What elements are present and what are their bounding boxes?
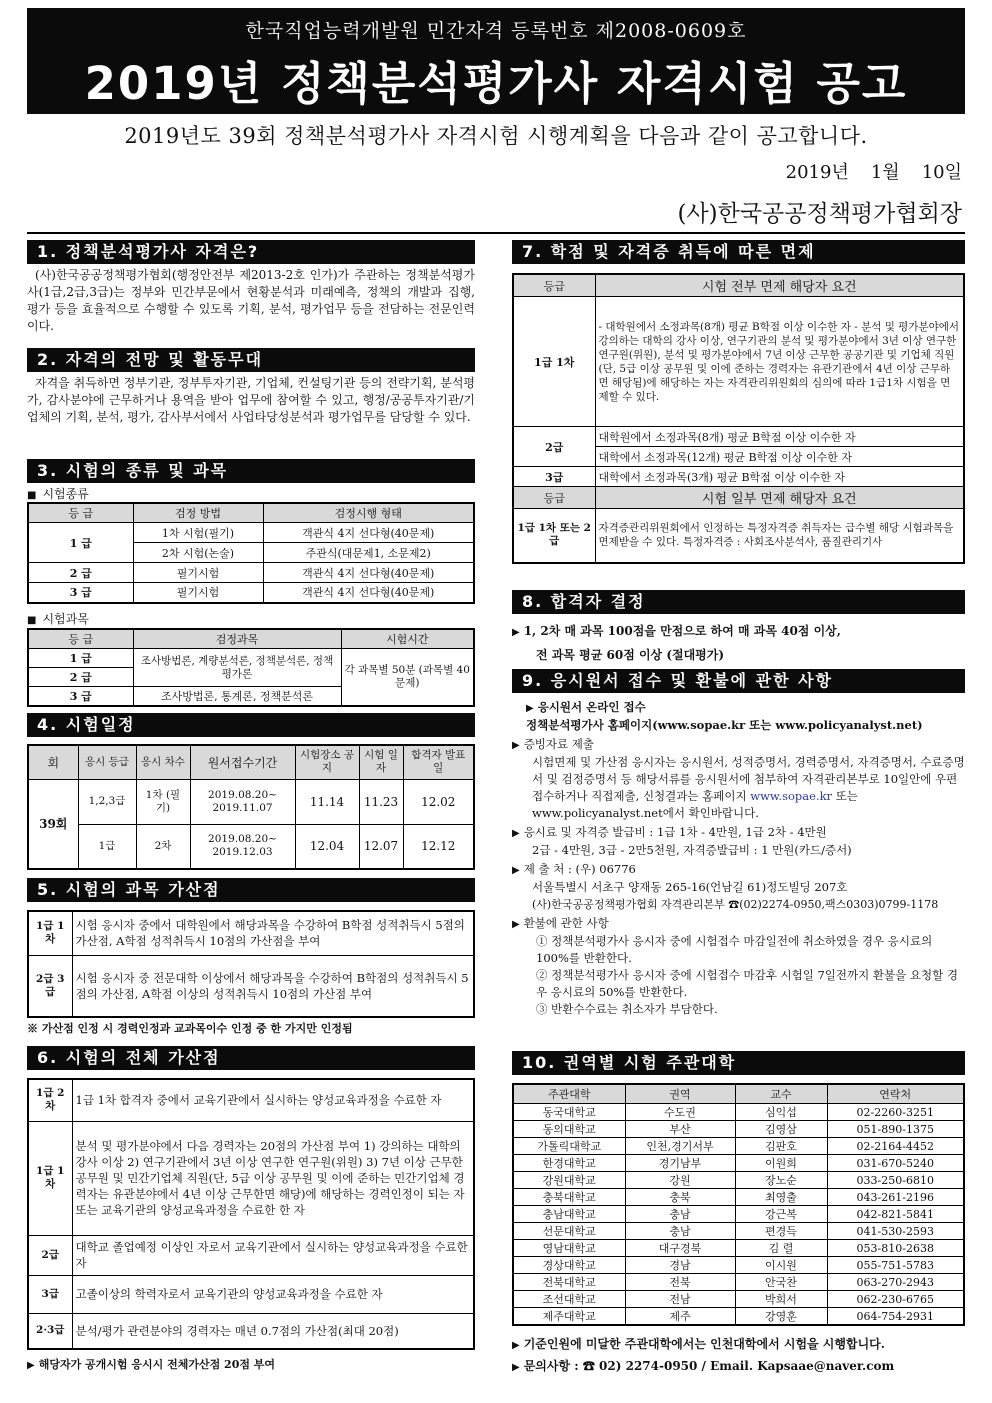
grade-cell: 1급 2차 bbox=[28, 1079, 72, 1121]
round-cell: 39회 bbox=[28, 779, 78, 869]
professor-cell: 이원희 bbox=[735, 1155, 827, 1172]
grade-cell: 3 급 bbox=[28, 583, 133, 603]
th-part-exempt: 시험 일부 면제 해당자 요건 bbox=[595, 487, 964, 509]
online-heading: 응시원서 온라인 접수 bbox=[537, 700, 646, 714]
university-cell: 선문대학교 bbox=[513, 1223, 625, 1240]
th-round: 회 bbox=[28, 745, 78, 779]
table-row bbox=[513, 1155, 964, 1172]
fee-heading: 응시료 및 자격증 발급비 : 1급 1차 - 4만원, 1급 2차 - 4만원 bbox=[523, 825, 827, 839]
table-row bbox=[513, 1308, 964, 1326]
exam-subjects-table bbox=[27, 628, 475, 707]
table-row bbox=[513, 1240, 964, 1257]
exempt-text: 자격증관리위원회에서 인정하는 특정자격증 취득자는 급수별 해당 시험과목을 면제받을 수 있다. 특정자격증 : 사회조사분석사, 품질관리기사 bbox=[595, 509, 964, 563]
subjects-cell: 조사방법론, 계량분석론, 정책분석론, 정책평가론 bbox=[133, 649, 341, 687]
th-grade: 등 급 bbox=[28, 629, 133, 649]
table-row bbox=[513, 1121, 964, 1138]
refund-1: ① 정책분석평가사 응시자 중에 시험접수 마감일전에 취소하였을 경우 응시료의 100%를 반환한다. bbox=[536, 934, 933, 965]
th-method: 검정 방법 bbox=[133, 503, 263, 523]
exempt-text: 대학에서 소정과목(3개) 평균 B학점 이상 이수한 자 bbox=[595, 467, 964, 487]
schedule-table bbox=[27, 744, 475, 870]
date-month: 1월 bbox=[870, 162, 900, 183]
table-row bbox=[513, 1257, 964, 1274]
region-cell: 인천,경기서부 bbox=[625, 1138, 735, 1155]
form-cell: 객관식 4지 선다형(40문제) bbox=[263, 583, 474, 603]
table-row bbox=[513, 1138, 964, 1155]
subject-bonus-table bbox=[27, 910, 475, 1018]
section-1-text: (사)한국공공정책평가협회(행정안전부 제2013-2호 인가)가 주관하는 정책분석평가사(1급,2급,3급)는 정부와 민간부문에서 현황분석과 미래예측, 정책의 개발과 집행, 평가 등을 효율적으로 수행할 수 있도록 기획, 분석, 평가업무 등을 전담하는 전문인력이다. bbox=[27, 268, 475, 333]
th-form: 검정시행 형태 bbox=[263, 503, 474, 523]
grade-cell: 3급 bbox=[513, 467, 595, 487]
contact-cell: 043-261-2196 bbox=[827, 1189, 964, 1206]
section-10-title: 10. 권역별 시험 주관대학 bbox=[512, 1051, 965, 1075]
contact-cell: 051-890-1375 bbox=[827, 1121, 964, 1138]
professor-cell: 강근복 bbox=[735, 1206, 827, 1223]
refund-2: ② 정책분석평가사 응시자 중에 시험접수 마감후 시험일 7일전까지 환불을 요청할 경우 응시료의 50%를 반환한다. bbox=[536, 968, 958, 999]
date-year: 2019년 bbox=[785, 162, 849, 183]
table-row bbox=[513, 1189, 964, 1206]
contact-cell: 064-754-2931 bbox=[827, 1308, 964, 1326]
professor-cell: 김 렬 bbox=[735, 1240, 827, 1257]
th-order: 응시 차수 bbox=[136, 745, 190, 779]
professor-cell: 강영훈 bbox=[735, 1308, 827, 1326]
period-cell: 2019.08.20~ 2019.12.03 bbox=[190, 824, 295, 869]
th-university: 주관대학 bbox=[513, 1084, 625, 1104]
table-row bbox=[513, 1104, 964, 1121]
grade-cell: 1,2,3급 bbox=[78, 779, 136, 824]
address-line-2: (사)한국공공정책평가협회 자격관리본부 ☎(02)2274-0950,팩스0303)0799-1178 bbox=[532, 898, 939, 911]
exempt-text: 대학에서 소정과목(12개) 평균 B학점 이상 이수한 자 bbox=[595, 447, 964, 467]
university-cell: 영남대학교 bbox=[513, 1240, 625, 1257]
region-cell: 충북 bbox=[625, 1189, 735, 1206]
th-notice: 시험장소 공지 bbox=[295, 745, 359, 779]
region-cell: 대구경북 bbox=[625, 1240, 735, 1257]
grade-cell: 3 급 bbox=[28, 687, 133, 707]
bonus-text: 시험 응시자 중에서 대학원에서 해당과목을 수강하여 B학점 성적취득시 5점의 가산점, A학점 성적취득시 10점의 가산점을 부여 bbox=[72, 911, 474, 955]
contact-cell: 033-250-6810 bbox=[827, 1172, 964, 1189]
refund-3: ③ 반환수수료는 취소자가 부담한다. bbox=[536, 1002, 718, 1016]
form-cell: 주관식(대문제1, 소문제2) bbox=[263, 543, 474, 563]
issuer: (사)한국공공정책평가협회장 bbox=[677, 201, 962, 227]
professor-cell: 장노순 bbox=[735, 1172, 827, 1189]
university-cell: 가톨릭대학교 bbox=[513, 1138, 625, 1155]
grade-cell: 1급 1차 bbox=[28, 911, 72, 955]
grade-cell: 1 급 bbox=[28, 523, 133, 563]
university-cell: 충북대학교 bbox=[513, 1189, 625, 1206]
region-cell: 수도권 bbox=[625, 1104, 735, 1121]
grade-cell: 1 급 bbox=[28, 649, 133, 668]
notice-cell: 12.04 bbox=[295, 824, 359, 869]
grade-cell: 1급 1차 bbox=[28, 1121, 72, 1235]
th-grade: 등 급 bbox=[28, 503, 133, 523]
university-cell: 동의대학교 bbox=[513, 1121, 625, 1138]
time-cell: 각 과목별 50분 (과목별 40문제) bbox=[341, 649, 474, 707]
table-row bbox=[513, 1291, 964, 1308]
address-line-1: 서울특별시 서초구 양재동 265-16(언남길 61)정도빌딩 207호 bbox=[532, 880, 848, 894]
method-cell: 필기시험 bbox=[133, 563, 263, 583]
order-cell: 1차 (필기) bbox=[136, 779, 190, 824]
result-cell: 12.12 bbox=[403, 824, 474, 869]
th-professor: 교수 bbox=[735, 1084, 827, 1104]
section-6-title: 6. 시험의 전체 가산점 bbox=[27, 1046, 475, 1070]
docs-text-2: 또는 www.policyanalyst.net에서 확인바랍니다. bbox=[532, 789, 858, 820]
bonus-text: 분석/평가 관련분야의 경력자는 매년 0.7점의 가산점(최대 20점) bbox=[72, 1313, 474, 1349]
university-cell: 동국대학교 bbox=[513, 1104, 625, 1121]
total-bonus-note: ▶ 해당자가 공개시험 응시시 전체가산점 20점 부여 bbox=[27, 1358, 276, 1371]
pass-line-1: 1, 2차 매 과목 100점을 만점으로 하여 매 과목 40점 이상, bbox=[523, 624, 841, 638]
university-table bbox=[512, 1083, 965, 1326]
th-contact: 연락처 bbox=[827, 1084, 964, 1104]
contact-cell: 053-810-2638 bbox=[827, 1240, 964, 1257]
grade-cell: 2급 bbox=[28, 1235, 72, 1275]
docs-text: 시험면제 및 가산점 응시자는 응시원서, 성적증명서, 경력증명서, 자격증명서, 수료증명서 및 검정증명서 등 해당서류를 응시원서에 첨부하여 자격관리본부로 10일안에 우편접수하거나 직접제출, 신청결과는 홈페이지 bbox=[532, 755, 965, 803]
professor-cell: 심익섭 bbox=[735, 1104, 827, 1121]
professor-cell: 이시원 bbox=[735, 1257, 827, 1274]
contact-cell: 041-530-2593 bbox=[827, 1223, 964, 1240]
table-row bbox=[513, 1223, 964, 1240]
exemption-table bbox=[512, 273, 965, 564]
section-3-title: 3. 시험의 종류 및 과목 bbox=[27, 459, 475, 483]
contact-cell: 062-230-6765 bbox=[827, 1291, 964, 1308]
professor-cell: 김판호 bbox=[735, 1138, 827, 1155]
university-cell: 제주대학교 bbox=[513, 1308, 625, 1326]
section-1-title: 1. 정책분석평가사 자격은? bbox=[27, 240, 475, 264]
professor-cell: 김영삼 bbox=[735, 1121, 827, 1138]
method-cell: 필기시험 bbox=[133, 583, 263, 603]
professor-cell: 편경득 bbox=[735, 1223, 827, 1240]
grade-cell: 2 급 bbox=[28, 668, 133, 687]
address-heading: 제 출 처 : (우) 06776 bbox=[523, 862, 636, 876]
section-4-title: 4. 시험일정 bbox=[27, 713, 475, 737]
method-cell: 1차 시험(필기) bbox=[133, 523, 263, 543]
exempt-text: - 대학원에서 소정과목(8개) 평균 B학점 이상 이수한 자 - 분석 및 평가분야에서 강의하는 대학의 강사 이상, 연구기관의 분석 및 평가분야에서 3년 이상 연구한 연구원(위원), 분석 및 평가분야에서 7년 이상 근무한 공공기관 및 기업체 직원(단, 5급 이상 공무원 및 이에 준하는 경력자는 유관기관에서 4년 이상 근무하면 해당됨)에 해당하는 자는 자격관리위원회의 심의에 따라 1급1차 시험을 면제할 수 있다. bbox=[595, 297, 964, 427]
bonus-note: ※ 가산점 인정 시 경력인정과 교과목이수 인정 중 한 가지만 인정됨 bbox=[27, 1022, 353, 1035]
venue-note: 기준인원에 미달한 주관대학에서는 인천대학에서 시험을 시행합니다. bbox=[523, 1337, 885, 1351]
grade-cell: 1급 1차 또는 2급 bbox=[513, 509, 595, 563]
table-row bbox=[513, 1206, 964, 1223]
bonus-text: 고졸이상의 학력자로서 교육기관의 양성교육과정을 수료한 자 bbox=[72, 1275, 474, 1313]
subjects-cell: 조사방법론, 통계론, 정책분석론 bbox=[133, 687, 341, 707]
sopae-link[interactable]: www.sopae.kr bbox=[750, 789, 833, 803]
professor-cell: 최영출 bbox=[735, 1189, 827, 1206]
contact-cell: 031-670-5240 bbox=[827, 1155, 964, 1172]
region-cell: 경기남부 bbox=[625, 1155, 735, 1172]
university-cell: 전북대학교 bbox=[513, 1274, 625, 1291]
page-title: 2019년 정책분석평가사 자격시험 공고 bbox=[84, 57, 908, 110]
th-result: 합격자 발표일 bbox=[403, 745, 474, 779]
result-cell: 12.02 bbox=[403, 779, 474, 824]
region-cell: 부산 bbox=[625, 1121, 735, 1138]
university-cell: 경상대학교 bbox=[513, 1257, 625, 1274]
inquiry-note: 문의사항 : ☎ 02) 2274-0950 / Email. Kapsaae@naver.com bbox=[523, 1359, 895, 1373]
refund-heading: 환불에 관한 사항 bbox=[523, 916, 609, 930]
title-banner bbox=[27, 8, 965, 114]
fee-text: 2급 - 4만원, 3급 - 2만5천원, 자격증발급비 : 1 만원(카드/증서) bbox=[532, 843, 852, 857]
bonus-text: 1급 1차 합격자 중에서 교육기관에서 실시하는 양성교육과정을 수료한 자 bbox=[72, 1079, 474, 1121]
form-cell: 객관식 4지 선다형(40문제) bbox=[263, 523, 474, 543]
professor-cell: 안국찬 bbox=[735, 1274, 827, 1291]
method-cell: 2차 시험(논술) bbox=[133, 543, 263, 563]
th-full-exempt: 시험 전부 면제 해당자 요건 bbox=[595, 274, 964, 297]
exam-subjects-label: ■ 시험과목 bbox=[27, 610, 89, 627]
table-row bbox=[513, 1172, 964, 1189]
region-cell: 전남 bbox=[625, 1291, 735, 1308]
university-cell: 조선대학교 bbox=[513, 1291, 625, 1308]
university-cell: 충남대학교 bbox=[513, 1206, 625, 1223]
announce-date bbox=[764, 158, 962, 184]
total-bonus-table bbox=[27, 1078, 475, 1350]
contact-cell: 055-751-5783 bbox=[827, 1257, 964, 1274]
region-cell: 전북 bbox=[625, 1274, 735, 1291]
region-cell: 충남 bbox=[625, 1223, 735, 1240]
period-cell: 2019.08.20~ 2019.11.07 bbox=[190, 779, 295, 824]
exam-types-label: ■ 시험종류 bbox=[27, 485, 89, 502]
th-grade: 등급 bbox=[513, 274, 595, 297]
contact-cell: 063-270-2943 bbox=[827, 1274, 964, 1291]
order-cell: 2차 bbox=[136, 824, 190, 869]
contact-cell: 042-821-5841 bbox=[827, 1206, 964, 1223]
grade-cell: 2급 3급 bbox=[28, 955, 72, 1017]
bonus-text: 대학교 졸업예정 이상인 자로서 교육기관에서 실시하는 양성교육과정을 수료한 자 bbox=[72, 1235, 474, 1275]
th-period: 원서접수기간 bbox=[190, 745, 295, 779]
online-text: 정책분석평가사 홈페이지(www.sopae.kr 또는 www.policyanalyst.net) bbox=[526, 718, 923, 732]
region-cell: 제주 bbox=[625, 1308, 735, 1326]
grade-cell: 1급 bbox=[78, 824, 136, 869]
contact-cell: 02-2260-3251 bbox=[827, 1104, 964, 1121]
university-cell: 한경대학교 bbox=[513, 1155, 625, 1172]
university-cell: 강원대학교 bbox=[513, 1172, 625, 1189]
exam-cell: 11.23 bbox=[359, 779, 403, 824]
th-subjects: 검정과목 bbox=[133, 629, 341, 649]
intro-text: 2019년도 39회 정책분석평가사 자격시험 시행계획을 다음과 같이 공고합니다. bbox=[124, 124, 868, 148]
contact-notes: ▶ 기준인원에 미달한 주관대학에서는 인천대학에서 시험을 시행합니다. ▶ 문의사항 : ☎ 02) 2274-0950 / Email. Kapsaae@naver.com bbox=[512, 1337, 895, 1373]
bonus-text: 시험 응시자 중 전문대학 이상에서 해당과목을 수강하여 B학점의 성적취득시 5점의 가산점, A학점 이상의 성적취득시 10점의 가산점 부여 bbox=[72, 955, 474, 1017]
bonus-text: 분석 및 평가분야에서 다음 경력자는 20점의 가산점 부여 1) 강의하는 대학의 강사 이상 2) 연구기관에서 3년 이상 연구한 연구원(위원) 3) 7년 이상 근무한 공무원 및 민간기업체 직원(단, 5급 이상 공무원 및 이에 준하는 민간기업체 경력자는 유관분야에서 4년 이상 근무한면 해당)에 해당하는 경력인정이 되는 자 또는 교육기관의 양성교육과정을 수료한 한 자 bbox=[72, 1121, 474, 1235]
region-cell: 강원 bbox=[625, 1172, 735, 1189]
pass-line-2: 전 과목 평균 60점 이상 (절대평가) bbox=[536, 648, 725, 662]
section-2-title: 2. 자격의 전망 및 활동무대 bbox=[27, 348, 475, 372]
th-region: 권역 bbox=[625, 1084, 735, 1104]
contact-cell: 02-2164-4452 bbox=[827, 1138, 964, 1155]
section-2-text: 자격을 취득하면 정부기관, 정부투자기관, 기업체, 컨설팅기관 등의 전략기획, 분석평가, 감사분야에 근무하거나 용역을 받아 업무에 참여할 수 있고, 행정/공공투자기관/기업체의 기획, 분석, 평가, 감사부서에서 사업타당성분석과 평가업무를 담당할 수 있다. bbox=[27, 376, 475, 424]
exam-cell: 12.07 bbox=[359, 824, 403, 869]
professor-cell: 박희서 bbox=[735, 1291, 827, 1308]
grade-cell: 2·3급 bbox=[28, 1313, 72, 1349]
docs-heading: 증빙자료 제출 bbox=[523, 737, 595, 751]
exempt-text: 대학원에서 소정과목(8개) 평균 B학점 이상 이수한 자 bbox=[595, 427, 964, 447]
pass-criteria: ▶ 1, 2차 매 과목 100점을 만점으로 하여 매 과목 40점 이상, 전 과목 평균 60점 이상 (절대평가) bbox=[512, 624, 841, 662]
th-exam: 시험 일자 bbox=[359, 745, 403, 779]
grade-cell: 1급 1차 bbox=[513, 297, 595, 427]
divider bbox=[27, 232, 965, 234]
th-grade: 응시 등급 bbox=[78, 745, 136, 779]
grade-cell: 2급 bbox=[513, 427, 595, 467]
notice-cell: 11.14 bbox=[295, 779, 359, 824]
th-grade: 등급 bbox=[513, 487, 595, 509]
grade-cell: 2 급 bbox=[28, 563, 133, 583]
date-day: 10일 bbox=[921, 162, 962, 183]
section-9-title: 9. 응시원서 접수 및 환불에 관한 사항 bbox=[512, 669, 965, 693]
form-cell: 객관식 4지 선다형(40문제) bbox=[263, 563, 474, 583]
table-row bbox=[513, 1274, 964, 1291]
exam-types-table bbox=[27, 502, 475, 604]
section-8-title: 8. 합격자 결정 bbox=[512, 590, 965, 614]
th-time: 시험시간 bbox=[341, 629, 474, 649]
registration-number: 한국직업능력개발원 민간자격 등록번호 제2008-0609호 bbox=[245, 20, 747, 42]
region-cell: 충남 bbox=[625, 1206, 735, 1223]
region-cell: 경남 bbox=[625, 1257, 735, 1274]
grade-cell: 3급 bbox=[28, 1275, 72, 1313]
application-info: ▶ 응시원서 온라인 접수 정책분석평가사 홈페이지(www.sopae.kr 또는 www.policyanalyst.net) ▶ 증빙자료 제출 시험면제 및 가산점 응시자는 응시원서, 성적증명서, 경력증명서, 자격증명서, 수료증명서 및 검정증명서 등 해당서류를 응시원서에 첨부하여 자격관리본부로 10일안에 우편접수하거나 직접제출, 신청결과는 홈페이지 www.sopae.kr 또는 www.policyanalyst.net에서 확인바랍니다. ▶ 응시료 및 자격증 발급비 : 1급 1차 - 4만원, 1급 2차 - 4만원 2급 - 4만원, 3급 - 2만5천원, 자격증발급비 : 1 만원(카드/증서) ▶ 제 출 처 : (우) 06776 서울특별시 서초구 양재동 265-16(언남길 61)정도빌딩 207호 (사)한국공공정책평가협회 자격관리본부 ☎(02)2274-0950,팩스0303)0799-1178 ▶ 환불에 관한 사항 ① 정책분석평가사 응시자 중에 시험접수 마감일전에 취소하였을 경우 응시료의 100%를 반환한다. ② 정책분석평가사 응시자 중에 시험접수 마감후 시험일 7일전까지 환불을 요청할 경우 응시료의 50%를 반환한다. ③ 반환수수료는 취소자가 부담한다. bbox=[512, 700, 965, 1016]
section-5-title: 5. 시험의 과목 가산점 bbox=[27, 878, 475, 902]
section-7-title: 7. 학점 및 자격증 취득에 따른 면제 bbox=[512, 240, 965, 264]
